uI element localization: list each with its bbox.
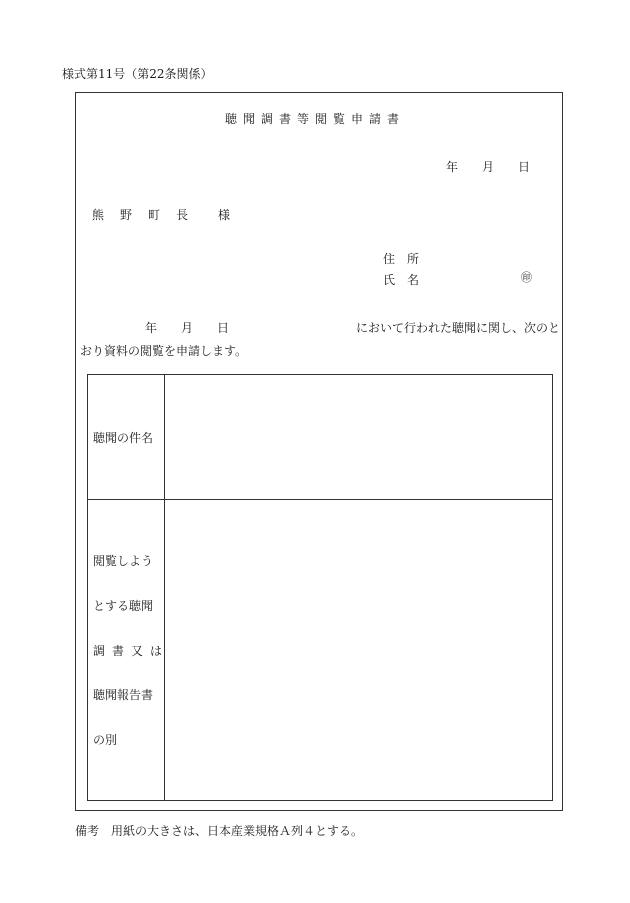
application-table	[87, 374, 553, 801]
addressee: 熊 野 町 長 様	[92, 208, 233, 222]
remarks-note: 備考 用紙の大きさは、日本産業規格Ａ列４とする。	[75, 824, 364, 838]
document-type-field[interactable]	[170, 508, 546, 793]
form-number: 様式第11号（第22条関係）	[62, 67, 213, 81]
hearing-subject-field[interactable]	[170, 383, 546, 491]
application-date[interactable]: 年 月 日	[446, 160, 531, 174]
hearing-date[interactable]: 年 月 日	[145, 321, 230, 335]
row-divider	[88, 499, 552, 500]
column-divider	[164, 375, 165, 800]
document-type-label-line: 聴聞報告書	[93, 688, 154, 702]
document-type-label-line: 閲覧しよう	[93, 554, 154, 568]
document-type-label-line: 調書又は	[93, 644, 170, 658]
address-label: 住 所	[383, 252, 420, 266]
form-title: 聴聞調書等閲覧申請書	[224, 112, 405, 126]
body-text-line2: おり資料の閲覧を申請します。	[80, 344, 248, 358]
seal-mark: ㊞	[521, 271, 532, 284]
name-label: 氏 名	[383, 273, 420, 287]
hearing-subject-label: 聴聞の件名	[93, 431, 154, 445]
document-type-label-line: の別	[93, 733, 118, 747]
body-text-rest: において行われた聴聞に関し、次のと	[355, 321, 560, 335]
document-type-label-line: とする聴聞	[93, 599, 154, 613]
